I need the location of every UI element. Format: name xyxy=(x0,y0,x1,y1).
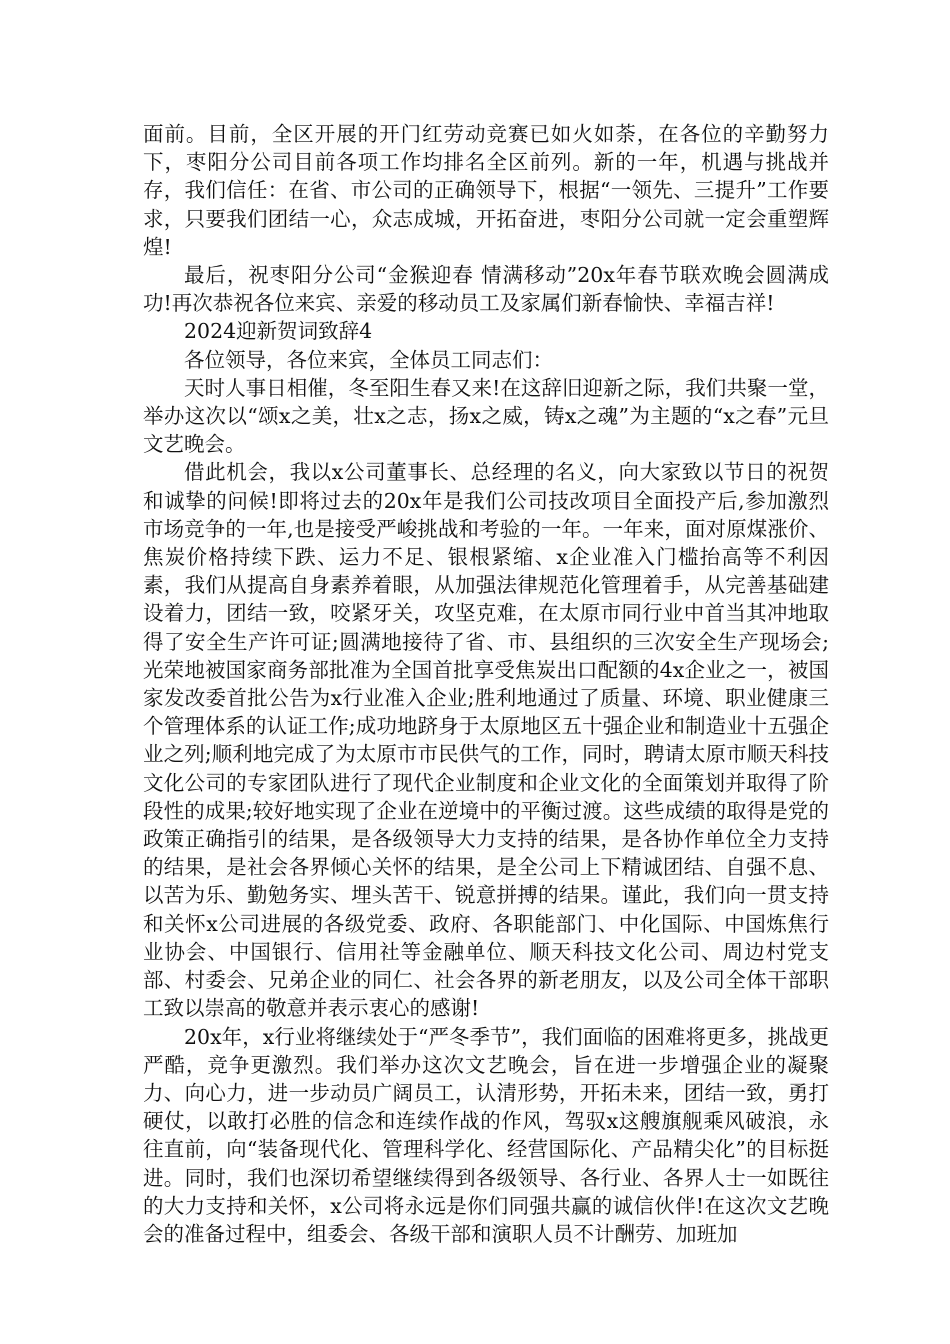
paragraph-outlook: 20x年，x行业将继续处于“严冬季节”，我们面临的困难将更多，挑战更严酷，竞争更激烈。我们举办这次文艺晚会，旨在进一步增强企业的凝聚力、向心力，进一步动员广阔员工，认清形势，开拓未来，团结一致，勇打硬仗，以敢打必胜的信念和连续作战的作风，驾驭x这艘旗舰乘风破浪，永往直前，向“装备现代化、管理科学化、经营国际化、产品精尖化”的目标挺进。同时，我们也深切希望继续得到各级领导、各行业、各界人士一如既往的大力支持和关怀，x公司将永远是你们同强共赢的诚信伙伴!在这次文艺晚会的准备过程中，组委会、各级干部和演职人员不计酬劳、加班加 xyxy=(143,1024,829,1246)
section-heading: 2024迎新贺词致辞4 xyxy=(184,319,373,344)
paragraph-continuation: 面前。目前，全区开展的开门红劳动竞赛已如火如荼，在各位的辛勤努力下，枣阳分公司目前各项工作均排名全区前列。新的一年，机遇与挑战并存，我们信任：在省、市公司的正确领导下，根据“一领先、三提升”工作要求，只要我们团结一心，众志成城，开拓奋进，枣阳分公司就一定会重塑辉煌! xyxy=(143,122,829,259)
document-page xyxy=(143,120,829,1248)
paragraph-achievements: 借此机会，我以x公司董事长、总经理的名义，向大家致以节日的祝贺和诚挚的问候!即将过去的20x年是我们公司技改项目全面投产后,参加激烈市场竞争的一年,也是接受严峻挑战和考验的一年。一年来，面对原煤涨价、焦炭价格持续下跌、运力不足、银根紧缩、x企业准入门槛抬高等不利因素，我们从提高自身素养着眼，从加强法律规范化管理着手，从完善基础建设着力，团结一致，咬紧牙关，攻坚克难，在太原市同行业中首当其冲地取得了安全生产许可证;圆满地接待了省、市、县组织的三次安全生产现场会;光荣地被国家商务部批准为全国首批享受焦炭出口配额的4x企业之一，被国家发改委首批公告为x行业准入企业;胜利地通过了质量、环境、职业健康三个管理体系的认证工作;成功地跻身于太原地区五十强企业和制造业十五强企业之列;顺利地完成了为太原市市民供气的工作，同时，聘请太原市顺天科技文化公司的专家团队进行了现代企业制度和企业文化的全面策划并取得了阶段性的成果;较好地实现了企业在逆境中的平衡过渡。这些成绩的取得是党的政策正确指引的结果，是各级领导大力支持的结果，是各协作单位全力支持的结果，是社会各界倾心关怀的结果，是全公司上下精诚团结、自强不息、以苦为乐、勤勉务实、埋头苦干、锐意拼搏的结果。谨此，我们向一贯支持和关怀x公司进展的各级党委、政府、各职能部门、中化国际、中国炼焦行业协会、中国银行、信用社等金融单位、顺天科技文化公司、周边村党支部、村委会、兄弟企业的同仁、社会各界的新老朋友，以及公司全体干部职工致以崇高的敬意并表示衷心的感谢! xyxy=(143,460,829,1021)
paragraph-closing-wishes: 最后，祝枣阳分公司“金猴迎春 情满移动”20x年春节联欢晚会圆满成功!再次恭祝各位来宾、亲爱的移动员工及家属们新春愉快、幸福吉祥! xyxy=(143,263,829,316)
salutation: 各位领导，各位来宾，全体员工同志们： xyxy=(184,347,553,372)
paragraph-opening: 天时人事日相催，冬至阳生春又来!在这辞旧迎新之际，我们共聚一堂，举办这次以“颂x之美，壮x之志，扬x之威，铸x之魂”为主题的“x之春”元旦文艺晚会。 xyxy=(143,375,829,457)
